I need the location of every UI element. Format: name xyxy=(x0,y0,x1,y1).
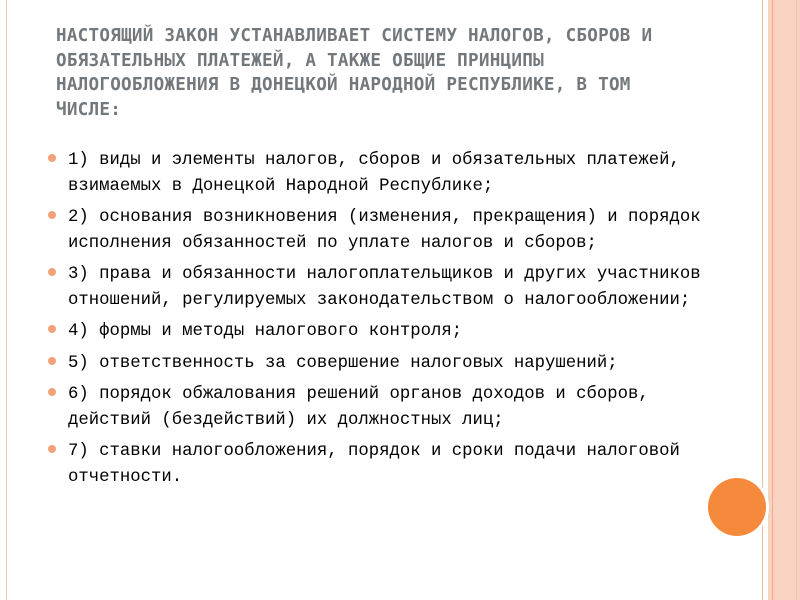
bullet-icon xyxy=(48,154,56,162)
bullet-icon xyxy=(48,211,56,219)
right-accent-line xyxy=(796,0,797,600)
decorative-circle xyxy=(708,478,766,536)
slide-title: НАСТОЯЩИЙ ЗАКОН УСТАНАВЛИВАЕТ СИСТЕМУ НАЛОГОВ, СБОРОВ И ОБЯЗАТЕЛЬНЫХ ПЛАТЕЖЕЙ, А ТАКЖЕ ОБЩИЕ ПРИНЦИПЫ НАЛОГООБЛОЖЕНИЯ В ДОНЕЦКОЙ НАРОДНОЙ РЕСПУБЛИКЕ, В ТОМ ЧИСЛЕ: xyxy=(56,26,653,120)
list-item xyxy=(48,382,708,433)
bullet-icon xyxy=(48,357,56,365)
list-item xyxy=(48,148,708,199)
list-item xyxy=(48,319,708,345)
left-accent-line xyxy=(6,0,7,600)
list-item-text: 5) ответственность за совершение налоговых нарушений; xyxy=(68,353,618,373)
bullet-icon xyxy=(48,445,56,453)
list-item-text: 6) порядок обжалования решений органов доходов и сборов, действий (бездействий) их должностных лиц; xyxy=(68,385,649,430)
bullet-icon xyxy=(48,325,56,333)
bullet-list xyxy=(48,148,708,496)
right-accent-line xyxy=(772,0,773,600)
list-item xyxy=(48,439,708,490)
list-item-text: 7) ставки налогообложения, порядок и сроки подачи налоговой отчетности. xyxy=(68,442,680,487)
list-item-text: 2) основания возникновения (изменения, прекращения) и порядок исполнения обязанностей по уплате налогов и сборов; xyxy=(68,208,701,253)
bullet-icon xyxy=(48,388,56,396)
list-item xyxy=(48,351,708,377)
bullet-icon xyxy=(48,268,56,276)
list-item-text: 1) виды и элементы налогов, сборов и обязательных платежей, взимаемых в Донецкой Народной Республике; xyxy=(68,151,680,196)
list-item xyxy=(48,262,708,313)
list-item-text: 3) права и обязанности налогоплательщиков и других участников отношений, регулируемых законодательством о налогообложении; xyxy=(68,265,701,310)
list-item xyxy=(48,205,708,256)
list-item-text: 4) формы и методы налогового контроля; xyxy=(68,322,463,341)
